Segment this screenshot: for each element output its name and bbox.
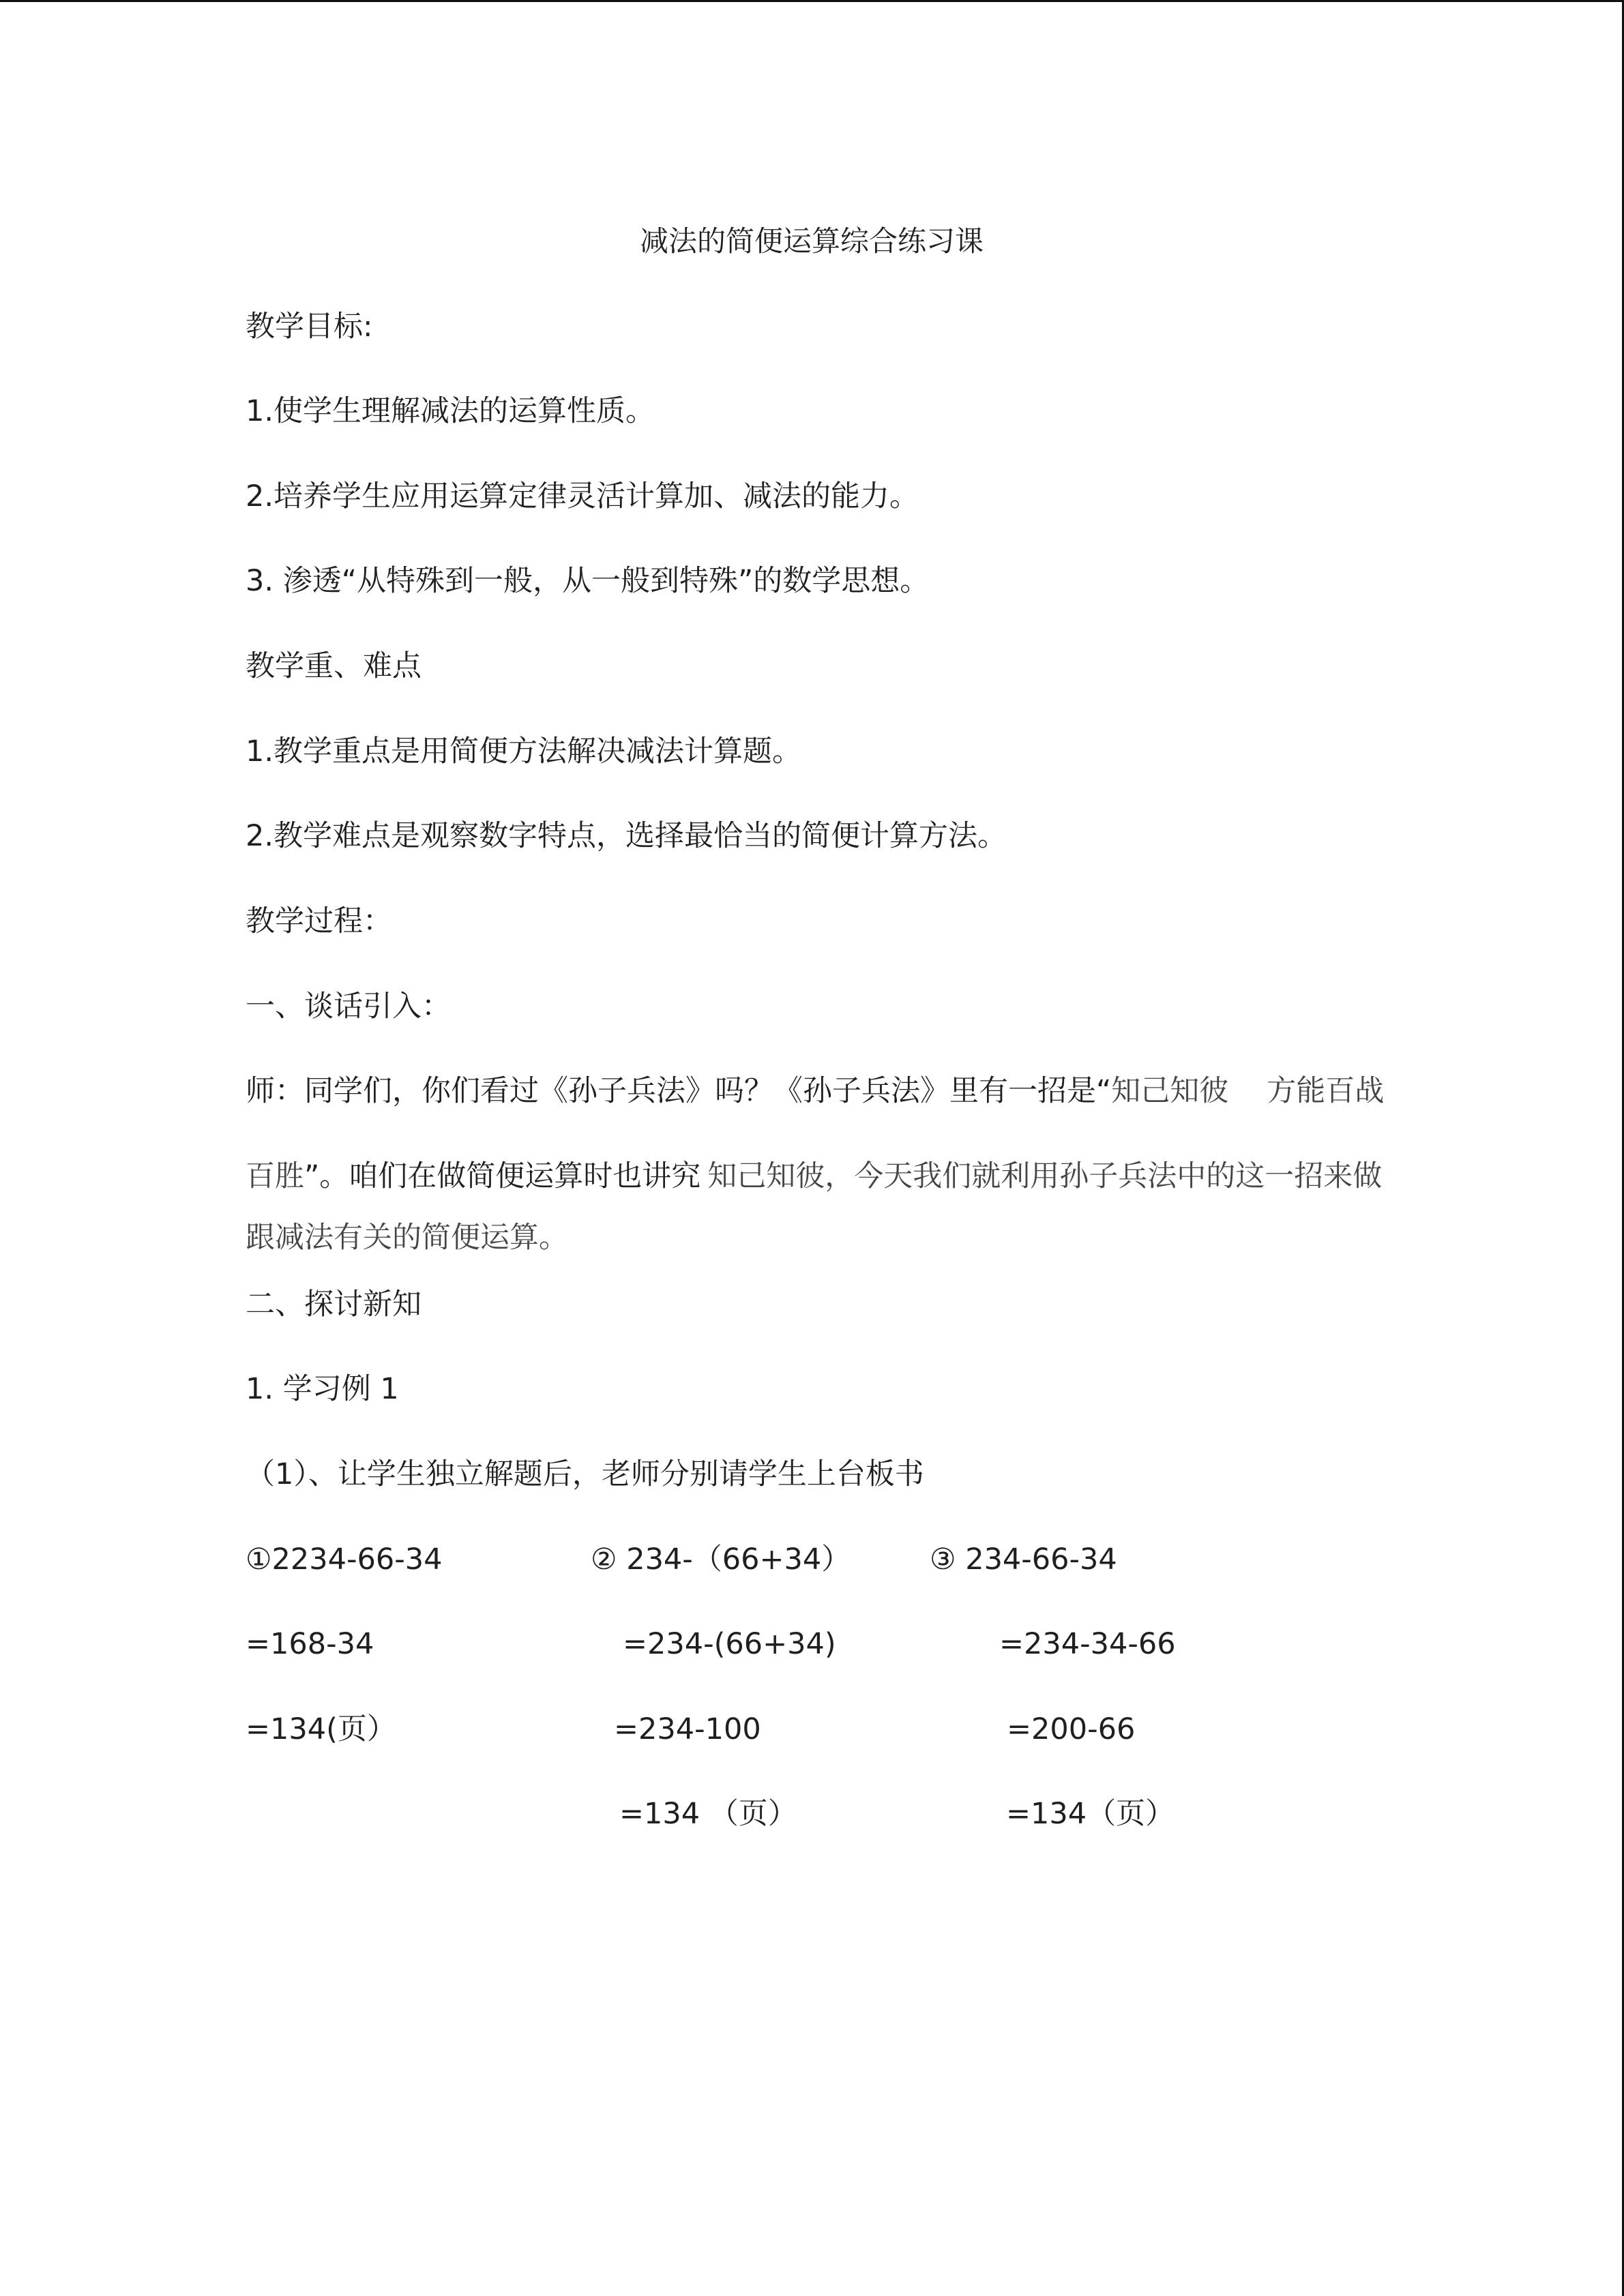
solution-3-line-2: =234-34-66 [999,1627,1176,1661]
objective-3: 3. 渗透“从特殊到一般，从一般到特殊”的数学思想。 [246,564,930,598]
intro-paragraph-line-2 [246,1157,1382,1195]
objective-1: 1.使学生理解减法的运算性质。 [246,394,655,428]
intro-text-c: 方能百战 [1267,1074,1385,1108]
solution-1-line-1: ①2234-66-34 [246,1542,443,1577]
process-heading: 教学过程： [246,904,392,938]
solution-2-line-3: =234-100 [614,1712,761,1746]
solution-2-line-2: =234-(66+34) [623,1627,836,1661]
example-heading: 1. 学习例 1 [246,1372,399,1406]
solution-2-line-1: ② 234-（66+34） [591,1542,851,1577]
example-instruction: （1）、让学生独立解题后，老师分别请学生上台板书 [246,1457,924,1491]
solution-1-line-3: =134(页） [246,1712,396,1746]
intro-text-a: 师：同学们，你们看过《孙子兵法》吗？《孙子兵法》里有一招是“ [246,1074,1112,1108]
solution-3-line-1: ③ 234-66-34 [930,1542,1117,1577]
intro-text-f: 知己知彼，今天我们就利用孙子兵法中的这一招来做 [707,1159,1383,1193]
keypoint-1: 1.教学重点是用简便方法解决减法计算题。 [246,734,802,769]
section-1-heading: 一、谈话引入： [246,989,451,1024]
intro-text-b: 知己知彼 [1111,1074,1229,1108]
solution-3-line-4: =134（页） [1006,1797,1175,1831]
objectives-heading: 教学目标: [246,310,373,344]
keypoint-2: 2.教学难点是观察数字特点，选择最恰当的简便计算方法。 [246,819,1007,853]
intro-paragraph-line-3: 跟减法有关的简便运算。 [246,1221,568,1255]
section-2-heading: 二、探讨新知 [246,1287,422,1322]
intro-text-d: 百胜 [246,1159,304,1193]
solution-1-line-2: =168-34 [246,1627,374,1661]
page-top-border [0,0,1624,2]
intro-paragraph-line-1 [246,1072,1384,1110]
intro-text-e: ”。咱们在做简便运算时也讲究 [304,1159,701,1193]
keypoints-heading: 教学重、难点 [246,649,422,683]
document-title: 减法的简便运算综合练习课 [640,224,984,258]
objective-2: 2.培养学生应用运算定律灵活计算加、减法的能力。 [246,479,919,513]
solution-2-line-4: =134 （页） [619,1797,797,1831]
solution-3-line-3: =200-66 [1007,1712,1136,1746]
